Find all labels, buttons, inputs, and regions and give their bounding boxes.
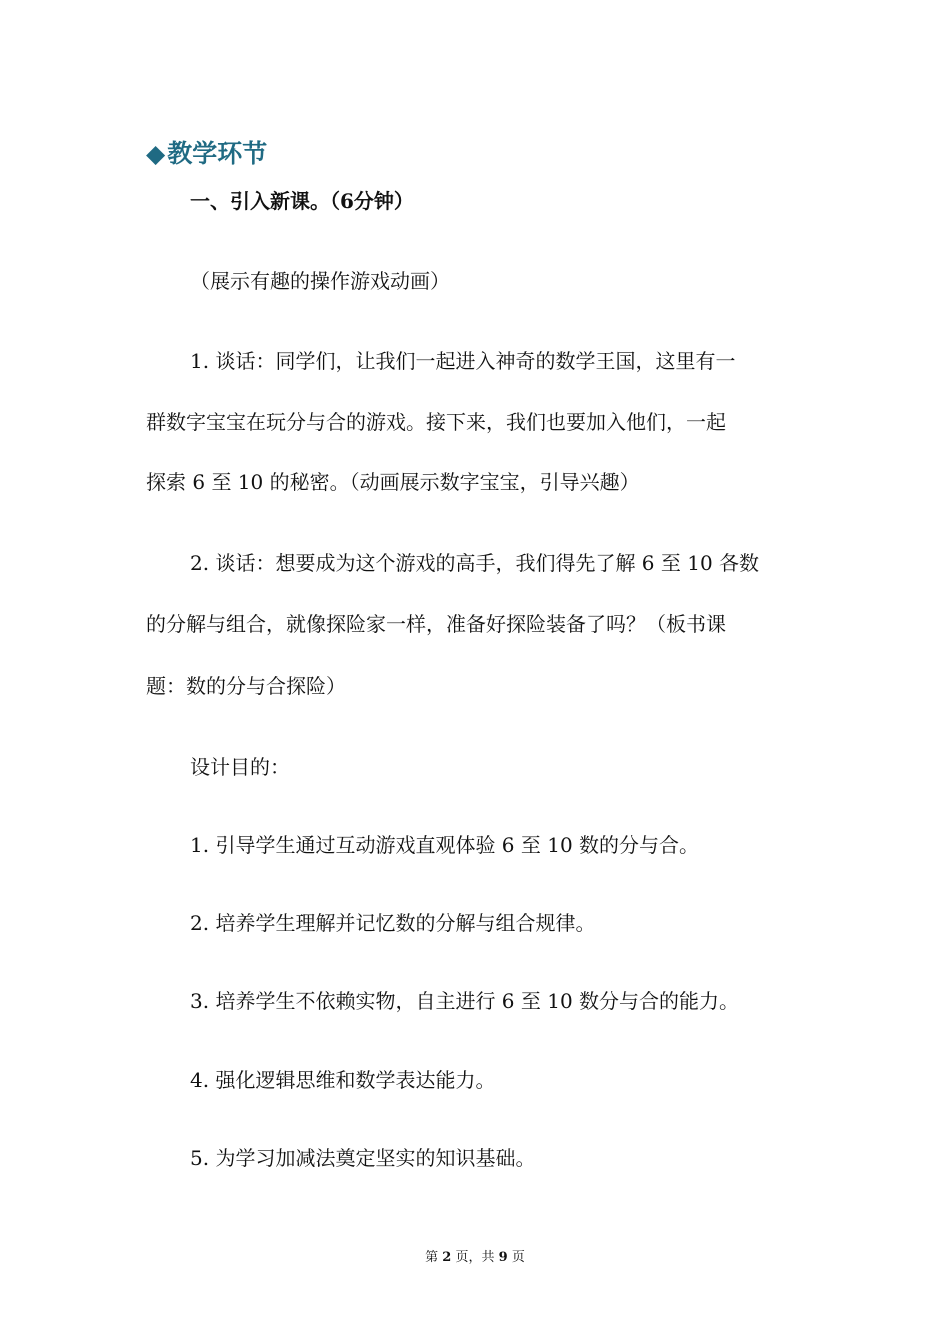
purpose-item: 3. 培养学生不依赖实物，自主进行 6 至 10 数分与合的能力。 [190,989,740,1013]
purpose-item: 5. 为学习加减法奠定坚实的知识基础。 [190,1146,536,1170]
talk2-line1: 2. 谈话：想要成为这个游戏的高手，我们得先了解 6 至 10 各数 [190,551,760,575]
sub-heading: 一、引入新课。（6分钟） [190,189,414,213]
talk1-line1: 1. 谈话：同学们，让我们一起进入神奇的数学王国，这里有一 [190,349,736,373]
talk2-line3: 题：数的分与合探险） [146,674,346,698]
footer-suffix: 页 [511,1250,525,1265]
diamond-bullet-icon: ◆ [146,139,166,168]
section-heading [146,134,267,170]
footer-total-pages: 9 [498,1250,508,1265]
footer-middle: 页，共 [455,1250,495,1265]
footer-prefix: 第 [425,1250,439,1265]
section-heading-text: 教学环节 [167,139,268,168]
talk2-line2: 的分解与组合，就像探险家一样，准备好探险装备了吗？（板书课 [146,612,726,636]
intro-note: （展示有趣的操作游戏动画） [190,269,450,293]
talk1-line2: 群数字宝宝在玩分与合的游戏。接下来，我们也要加入他们，一起 [146,410,726,434]
page-footer [0,1246,950,1265]
purpose-item: 2. 培养学生理解并记忆数的分解与组合规律。 [190,911,596,935]
talk1-line3: 探索 6 至 10 的秘密。（动画展示数字宝宝，引导兴趣） [146,470,640,494]
purpose-item: 1. 引导学生通过互动游戏直观体验 6 至 10 数的分与合。 [190,833,700,857]
footer-current-page: 2 [442,1250,452,1265]
design-purpose-label: 设计目的： [190,755,290,779]
purpose-item: 4. 强化逻辑思维和数学表达能力。 [190,1068,496,1092]
